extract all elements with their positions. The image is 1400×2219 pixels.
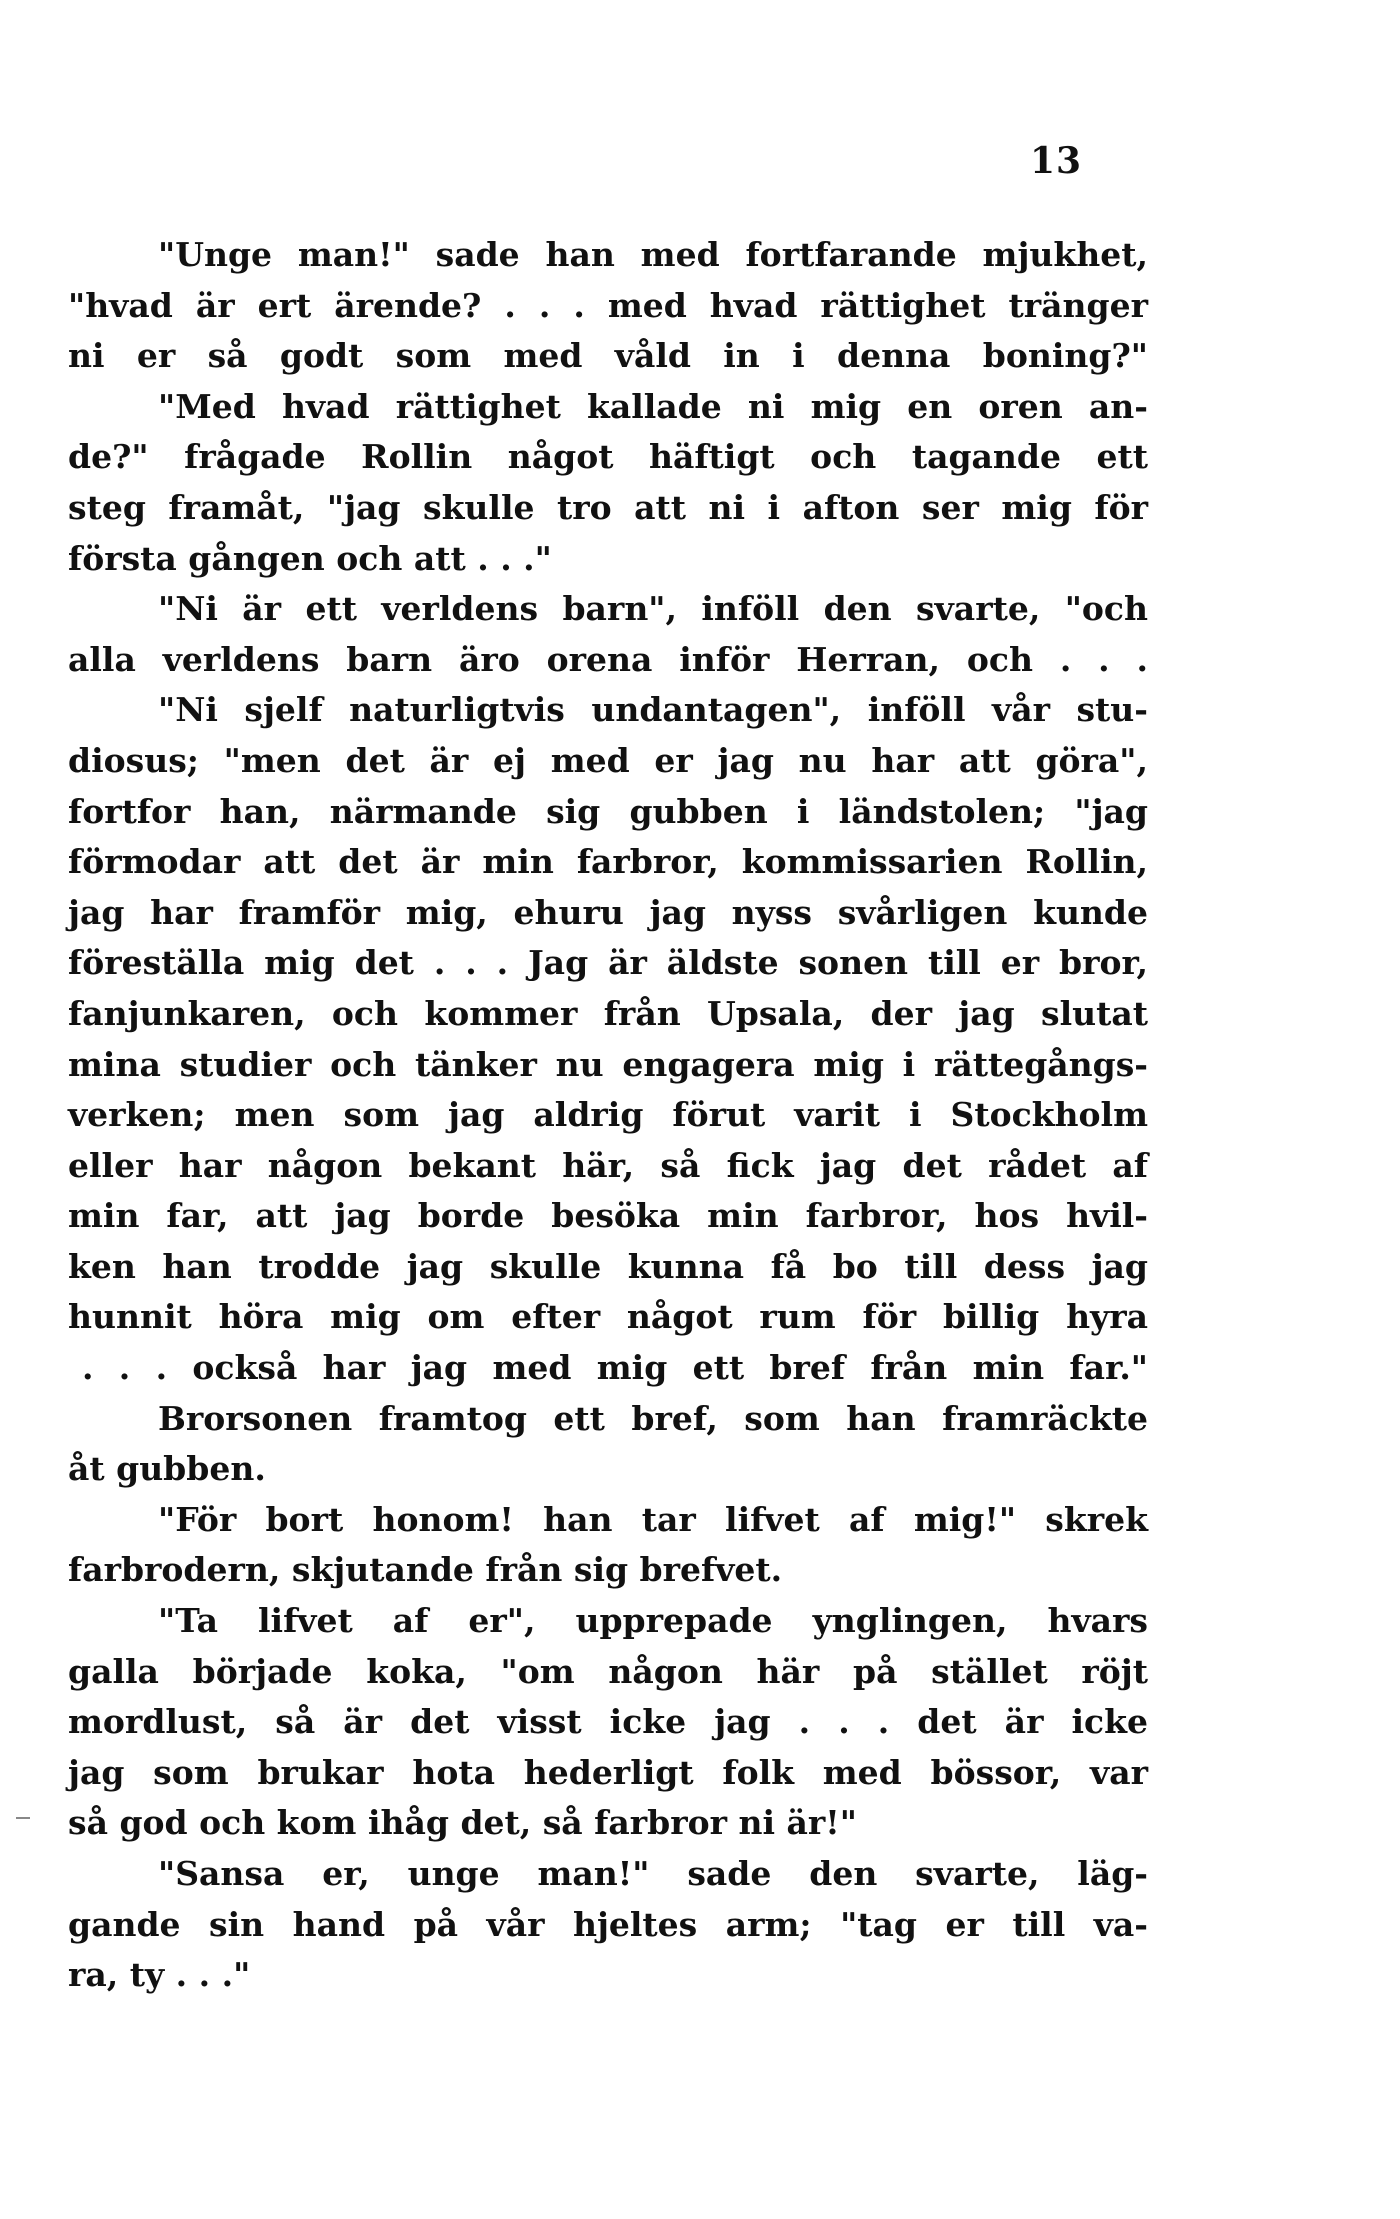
body-text xyxy=(68,230,1148,2001)
text-line: "Ni är ett verldens barn", inföll den svarte, "och xyxy=(158,589,1148,629)
text-line: hunnit höra mig om efter något rum för billig hyra xyxy=(68,1297,1148,1337)
page-number: 13 xyxy=(1030,140,1083,182)
text-line: verken; men som jag aldrig förut varit i Stockholm xyxy=(68,1095,1148,1135)
text-line: steg framåt, "jag skulle tro att ni i afton ser mig för xyxy=(68,487,1148,527)
margin-mark xyxy=(16,1817,30,1819)
text-line: gande sin hand på vår hjeltes arm; "tag er till va- xyxy=(68,1904,1148,1944)
text-line: ni er så godt som med våld in i denna boning?" xyxy=(68,336,1148,376)
text-line: "Sansa er, unge man!" sade den svarte, läg- xyxy=(158,1854,1148,1893)
text-line: mordlust, så är det visst icke jag . . . det är icke xyxy=(68,1702,1148,1742)
text-line: "Ta lifvet af er", upprepade ynglingen, hvars xyxy=(158,1601,1148,1641)
text-line: de?" frågade Rollin något häftigt och tagande ett xyxy=(68,437,1148,477)
text-line: jag har framför mig, ehuru jag nyss svårligen kunde xyxy=(68,892,1148,932)
text-line: "För bort honom! han tar lifvet af mig!" skrek xyxy=(158,1499,1148,1539)
text-line: galla började koka, "om någon här på stället röjt xyxy=(68,1651,1148,1691)
text-line: fortfor han, närmande sig gubben i ländstolen; "jag xyxy=(68,791,1148,831)
text-line: . . . också har jag med mig ett bref från min far." xyxy=(82,1348,1148,1388)
text-line: alla verldens barn äro orena inför Herran, och . . . xyxy=(68,639,1148,679)
text-line: "Ni sjelf naturligtvis undantagen", inföll vår stu- xyxy=(158,690,1148,730)
text-line: "Med hvad rättighet kallade ni mig en oren an- xyxy=(158,386,1148,426)
text-line: jag som brukar hota hederligt folk med bössor, var xyxy=(68,1752,1148,1792)
text-line: så god och kom ihåg det, så farbror ni är!" xyxy=(68,1803,857,1843)
text-line: fanjunkaren, och kommer från Upsala, der jag slutat xyxy=(68,993,1148,1033)
text-line: ken han trodde jag skulle kunna få bo till dess jag xyxy=(68,1246,1148,1286)
text-line: Brorsonen framtog ett bref, som han framräckte xyxy=(158,1398,1148,1438)
text-line: eller har någon bekant här, så fick jag det rådet af xyxy=(68,1145,1148,1185)
text-line: mina studier och tänker nu engagera mig i rättegångs- xyxy=(68,1044,1148,1084)
text-line: diosus; "men det är ej med er jag nu har att göra", xyxy=(68,740,1148,780)
text-line: farbrodern, skjutande från sig brefvet. xyxy=(68,1550,783,1590)
text-line: ra, ty . . ." xyxy=(68,1955,251,1995)
text-line: första gången och att . . ." xyxy=(68,538,552,578)
text-line: åt gubben. xyxy=(68,1449,266,1489)
text-line: föreställa mig det . . . Jag är äldste sonen till er bror, xyxy=(68,943,1148,983)
text-line: "Unge man!" sade han med fortfarande mjukhet, xyxy=(158,235,1148,274)
text-line: min far, att jag borde besöka min farbror, hos hvil- xyxy=(68,1196,1148,1236)
text-line: "hvad är ert ärende? . . . med hvad rättighet tränger xyxy=(68,285,1148,325)
text-line: förmodar att det är min farbror, kommissarien Rollin, xyxy=(68,842,1148,882)
